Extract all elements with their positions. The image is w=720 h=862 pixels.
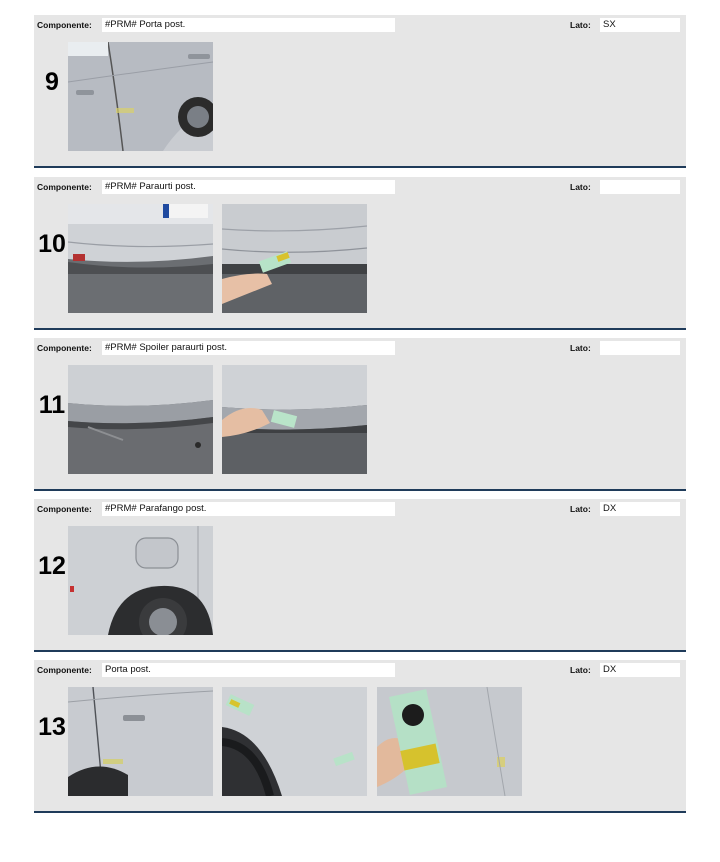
componente-label: Componente: (37, 504, 92, 514)
componente-field: #PRM# Porta post. (102, 18, 395, 32)
lato-field (600, 341, 680, 355)
section-number: 10 (38, 230, 66, 258)
bumper-spoiler-photo (68, 365, 213, 474)
componente-field: Porta post. (102, 663, 395, 677)
car-rear-door-photo (68, 42, 213, 151)
section-number: 13 (38, 713, 66, 741)
damage-section-13 (34, 660, 686, 813)
rear-door-gauge-photo (222, 687, 367, 796)
damage-section-11 (34, 338, 686, 491)
lato-label: Lato: (570, 182, 591, 192)
rear-bumper-photo (68, 204, 213, 313)
damage-section-12 (34, 499, 686, 652)
componente-field: #PRM# Parafango post. (102, 502, 395, 516)
damage-section-9 (34, 15, 686, 168)
section-number: 9 (45, 68, 59, 96)
componente-label: Componente: (37, 182, 92, 192)
componente-label: Componente: (37, 665, 92, 675)
lato-field (600, 180, 680, 194)
componente-field: #PRM# Paraurti post. (102, 180, 395, 194)
section-number: 11 (38, 391, 66, 419)
lato-label: Lato: (570, 343, 591, 353)
lato-field: DX (600, 502, 680, 516)
componente-label: Componente: (37, 20, 92, 30)
section-number: 12 (38, 552, 66, 580)
rear-door-photo (68, 687, 213, 796)
lato-label: Lato: (570, 665, 591, 675)
lato-field: DX (600, 663, 680, 677)
lato-label: Lato: (570, 20, 591, 30)
bumper-spoiler-gauge-photo (222, 365, 367, 474)
lato-label: Lato: (570, 504, 591, 514)
componente-label: Componente: (37, 343, 92, 353)
rear-door-gauge-closeup-photo (377, 687, 522, 796)
damage-section-10 (34, 177, 686, 330)
lato-field: SX (600, 18, 680, 32)
rear-bumper-gauge-photo (222, 204, 367, 313)
rear-fender-photo (68, 526, 213, 635)
componente-field: #PRM# Spoiler paraurti post. (102, 341, 395, 355)
